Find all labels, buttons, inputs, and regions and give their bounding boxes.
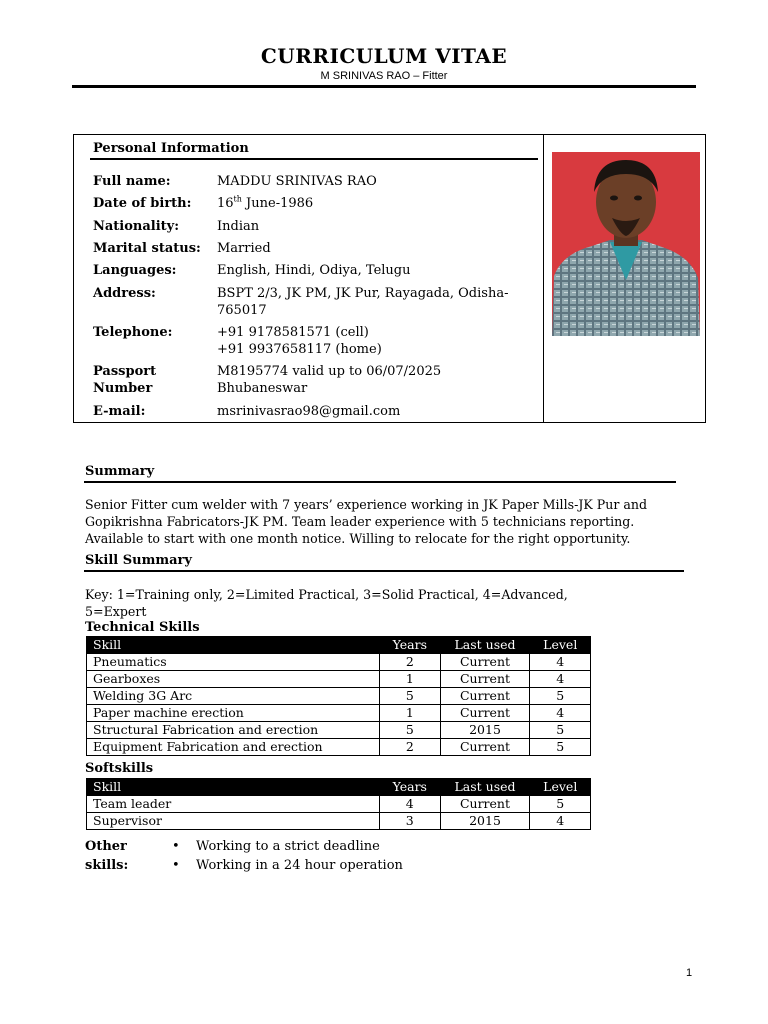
list-item — [172, 837, 403, 856]
email-label: E-mail: — [93, 404, 146, 419]
skill-cell: Gearboxes — [87, 671, 380, 688]
languages-value: English, Hindi, Odiya, Telugu — [217, 263, 411, 278]
level-cell: 4 — [530, 671, 591, 688]
column-header-skill: Skill — [87, 779, 380, 796]
last-used-cell: Current — [440, 688, 530, 705]
dob-rest: June-1986 — [241, 196, 314, 211]
technical-skills-heading: Technical Skills — [85, 620, 200, 635]
personal-heading-rule — [90, 158, 538, 160]
level-cell: 5 — [530, 722, 591, 739]
email-value: msrinivasrao98@gmail.com — [217, 404, 401, 419]
profile-photo — [552, 152, 700, 336]
languages-label: Languages: — [93, 263, 177, 278]
dob-value — [217, 195, 517, 212]
telephone-home: +91 9937658117 (home) — [217, 342, 382, 357]
table-row — [87, 654, 591, 671]
summary-line: Available to start with one month notice. Willing to relocate for the right opportunity. — [85, 531, 631, 546]
column-header-skill: Skill — [87, 637, 380, 654]
address-line-1: BSPT 2/3, JK PM, JK Pur, Rayagada, Odisha- — [217, 286, 509, 301]
passport-label-line-2: Number — [93, 381, 153, 396]
nationality-value: Indian — [217, 219, 260, 234]
level-cell: 5 — [530, 739, 591, 756]
address-label: Address: — [93, 286, 156, 301]
other-skill-text: Working in a 24 hour operation — [196, 858, 403, 873]
column-header-years: Years — [380, 637, 440, 654]
summary-line: Senior Fitter cum welder with 7 years’ experience working in JK Paper Mills-JK Pur and — [85, 497, 648, 512]
last-used-cell: Current — [440, 705, 530, 722]
level-cell: 4 — [530, 654, 591, 671]
column-header-years: Years — [380, 779, 441, 796]
list-item — [172, 856, 403, 875]
personal-box-divider — [543, 134, 544, 423]
softskills-heading: Softskills — [85, 761, 154, 776]
address-line-2: 765017 — [217, 303, 267, 318]
years-cell: 2 — [380, 654, 440, 671]
other-skills-label — [85, 837, 128, 875]
softskills-table — [86, 778, 591, 830]
full-name-label: Full name: — [93, 174, 171, 189]
table-header-row — [87, 779, 591, 796]
marital-status-label: Marital status: — [93, 241, 201, 256]
summary-rule — [84, 481, 676, 483]
page-number: 1 — [686, 967, 693, 979]
level-cell: 4 — [530, 813, 591, 830]
column-header-level: Level — [530, 637, 591, 654]
years-cell: 2 — [380, 739, 440, 756]
nationality-label: Nationality: — [93, 219, 180, 234]
skill-cell: Structural Fabrication and erection — [87, 722, 380, 739]
skill-cell: Team leader — [87, 796, 380, 813]
personal-information-heading: Personal Information — [93, 141, 249, 156]
technical-skills-table — [86, 636, 591, 756]
summary-line: Gopikrishna Fabricators-JK PM. Team leader experience with 5 technicians reporting. — [85, 514, 635, 529]
skill-summary-rule — [84, 570, 684, 572]
years-cell: 5 — [380, 722, 440, 739]
dob-day: 16 — [217, 196, 234, 211]
years-cell: 5 — [380, 688, 440, 705]
last-used-cell: Current — [440, 671, 530, 688]
marital-status-value: Married — [217, 241, 271, 256]
summary-heading: Summary — [85, 464, 155, 479]
years-cell: 4 — [380, 796, 441, 813]
years-cell: 1 — [380, 671, 440, 688]
column-header-last-used: Last used — [440, 637, 530, 654]
table-row — [87, 688, 591, 705]
passport-value-line-2: Bhubaneswar — [217, 381, 308, 396]
table-row — [87, 796, 591, 813]
skill-cell: Welding 3G Arc — [87, 688, 380, 705]
level-cell: 5 — [530, 796, 591, 813]
skill-cell: Paper machine erection — [87, 705, 380, 722]
passport-value-line-1: M8195774 valid up to 06/07/2025 — [217, 364, 442, 379]
skill-summary-heading: Skill Summary — [85, 553, 192, 568]
column-header-last-used: Last used — [440, 779, 530, 796]
passport-label-line-1: Passport — [93, 364, 157, 379]
skill-cell: Supervisor — [87, 813, 380, 830]
years-cell: 1 — [380, 705, 440, 722]
table-header-row — [87, 637, 591, 654]
document-subtitle: M SRINIVAS RAO – Fitter — [320, 70, 448, 82]
column-header-level: Level — [530, 779, 591, 796]
full-name-value: MADDU SRINIVAS RAO — [217, 174, 377, 189]
last-used-cell: 2015 — [440, 813, 530, 830]
table-row — [87, 722, 591, 739]
skill-cell: Pneumatics — [87, 654, 380, 671]
dob-label: Date of birth: — [93, 196, 192, 211]
profile-photo-graphic — [552, 152, 700, 336]
last-used-cell: Current — [440, 796, 530, 813]
document-title: CURRICULUM VITAE — [260, 44, 508, 68]
table-row — [87, 739, 591, 756]
level-cell: 5 — [530, 688, 591, 705]
other-skills-label-line: skills: — [85, 858, 129, 873]
summary-text — [85, 496, 685, 547]
skill-level-key — [85, 586, 605, 620]
last-used-cell: Current — [440, 654, 530, 671]
telephone-label: Telephone: — [93, 325, 173, 340]
other-skills-label-line: Other — [85, 839, 127, 854]
dob-suffix: th — [233, 194, 242, 204]
table-row — [87, 671, 591, 688]
title-rule — [72, 85, 696, 88]
other-skill-text: Working to a strict deadline — [196, 839, 380, 854]
table-row — [87, 705, 591, 722]
table-row — [87, 813, 591, 830]
years-cell: 3 — [380, 813, 441, 830]
telephone-cell: +91 9178581571 (cell) — [217, 325, 369, 340]
level-cell: 4 — [530, 705, 591, 722]
skill-cell: Equipment Fabrication and erection — [87, 739, 380, 756]
last-used-cell: 2015 — [440, 722, 530, 739]
key-line: 5=Expert — [85, 604, 147, 619]
other-skills-list — [172, 837, 403, 875]
key-line: Key: 1=Training only, 2=Limited Practical, 3=Solid Practical, 4=Advanced, — [85, 587, 568, 602]
last-used-cell: Current — [440, 739, 530, 756]
